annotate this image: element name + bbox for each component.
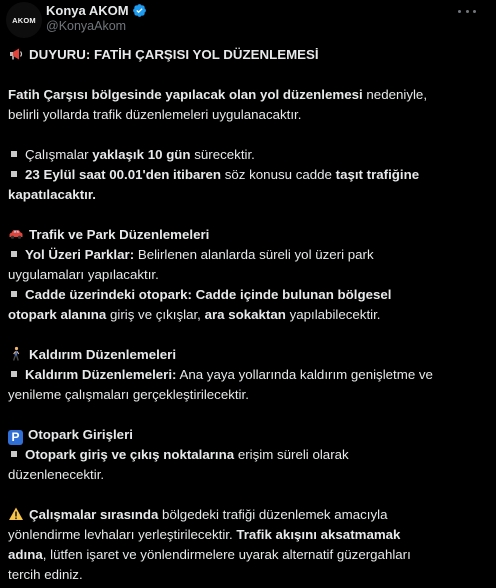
title-line: [8, 45, 478, 65]
tweet-header: [0, 0, 496, 40]
intro-line-1: Fatih Çarşısı bölgesinde yapılacak olan yol düzenlemesi nedeniyle,: [8, 87, 428, 102]
warning-line-1: Çalışmalar sırasında bölgedeki trafiği düzenlemek amacıyla: [8, 505, 478, 525]
section-sidewalk-title: Kaldırım Düzenlemeleri: [8, 345, 478, 365]
black-square-icon: [11, 291, 17, 297]
sidewalk-item-1-line-2: yenileme çalışmaları gerçekleştirilecektir.: [8, 387, 249, 402]
black-square-icon: [11, 451, 17, 457]
black-square-icon: [11, 251, 17, 257]
author-info[interactable]: [46, 2, 147, 38]
traffic-item-2-line-2: otopark alanına giriş ve çıkışlar, ara sokaktan yapılabilecektir.: [8, 307, 381, 322]
black-square-icon: [11, 171, 17, 177]
avatar-logo-text: AKOM: [12, 15, 36, 25]
verified-badge-icon: [132, 3, 147, 18]
parking-item-1-line-2: düzenlenecektir.: [8, 467, 105, 482]
avatar[interactable]: [6, 2, 42, 38]
section-parking-title: P Otopark Girişleri: [8, 425, 478, 445]
tweet-text: [8, 45, 478, 585]
sidewalk-item-1: Kaldırım Düzenlemeleri: Ana yaya yollarında kaldırım genişletme ve: [8, 365, 478, 385]
section-traffic-title: Trafik ve Park Düzenlemeleri: [8, 225, 478, 245]
megaphone-icon: [8, 46, 24, 62]
name-row: [46, 2, 147, 18]
announcement-title: DUYURU: FATİH ÇARŞISI YOL DÜZENLEMESİ: [29, 47, 319, 62]
person-walking-icon: [8, 346, 24, 362]
warning-line-3: adına, lütfen işaret ve yönlendirmelere uyarak alternatif güzergahları: [8, 547, 411, 562]
bullet-closure: 23 Eylül saat 00.01'den itibaren söz konusu cadde taşıt trafiğine: [8, 165, 478, 185]
black-square-icon: [11, 151, 17, 157]
bullet-closure-line-2: kapatılacaktır.: [8, 187, 96, 202]
traffic-item-1-line-2: uygulamaları yapılacaktır.: [8, 267, 159, 282]
parking-item-1: Otopark giriş ve çıkış noktalarına erişim süreli olarak: [8, 445, 478, 465]
more-horizontal-icon[interactable]: [458, 6, 476, 16]
intro-line-2: belirli yollarda trafik düzenlemeleri uygulanacaktır.: [8, 107, 302, 122]
parking-icon: P: [8, 430, 23, 445]
display-name[interactable]: Konya AKOM: [46, 2, 129, 18]
traffic-item-2: Cadde üzerindeki otopark: Cadde içinde bulunan bölgesel: [8, 285, 478, 305]
warning-line-2: yönlendirme levhaları yerleştirilecektir. Trafik akışını aksatmamak: [8, 527, 401, 542]
handle[interactable]: @KonyaAkom: [46, 19, 127, 33]
black-square-icon: [11, 371, 17, 377]
warning-line-4: tercih ediniz.: [8, 567, 83, 582]
traffic-item-1: Yol Üzeri Parklar: Belirlenen alanlarda süreli yol üzeri park: [8, 245, 478, 265]
bullet-duration: Çalışmalar yaklaşık 10 gün sürecektir.: [8, 145, 478, 165]
warning-icon: [8, 506, 24, 522]
car-icon: [8, 226, 24, 242]
